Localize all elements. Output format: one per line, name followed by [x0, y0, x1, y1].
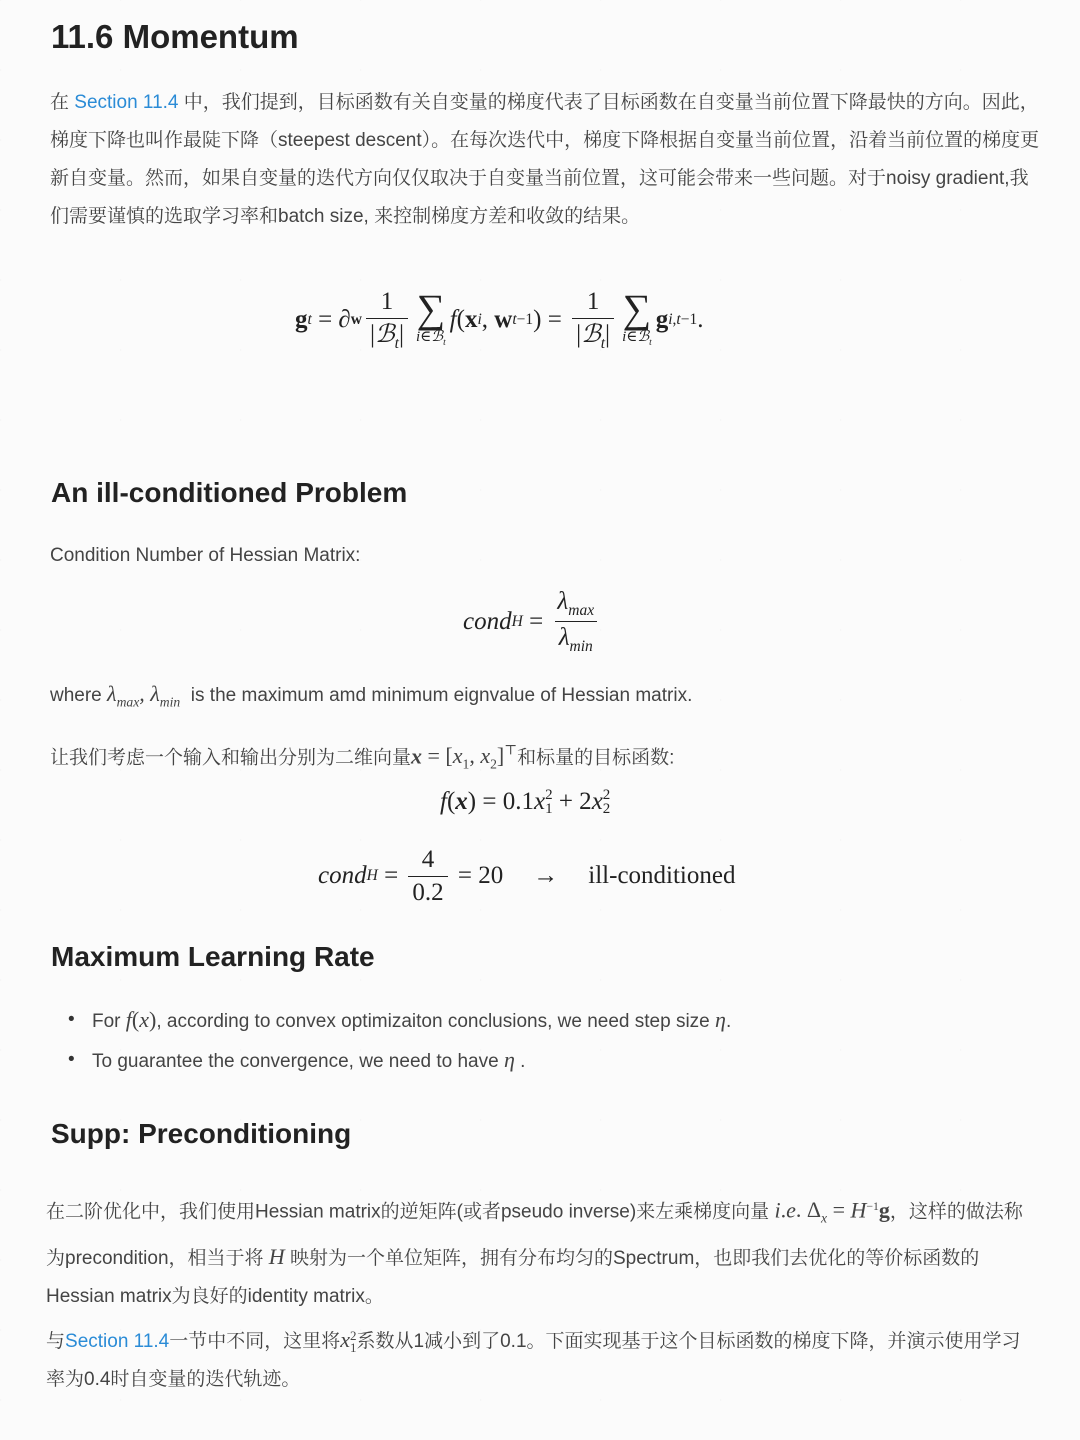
example-result: 20	[478, 862, 504, 889]
list-item: • To guarantee the convergence, we need to have η .	[50, 1041, 1040, 1081]
list-item: • For f(x), according to convex optimizaiton conclusions, we need step size η.	[50, 1001, 1040, 1041]
gradient-descent-paragraph: 与Section 11.4一节中不同，这里将x 2 1 系数从1减小到了0.1。下面实现基于这个目标函数的梯度下降，并演示使用学习率为0.4时自变量的迭代轨迹。	[46, 1327, 1021, 1390]
ill-conditioned-label: ill-conditioned	[588, 862, 736, 889]
section-heading-preconditioning: Supp: Preconditioning	[51, 1118, 352, 1149]
objective-intro-text: 让我们考虑一个输入和输出分别为二维向量$x = [x_1$, $x_2]^⊤$和标量的目标函数:	[50, 743, 675, 772]
example-denominator: 0.2	[408, 876, 447, 907]
page-title: 11.6 Momentum	[51, 18, 299, 55]
example-numerator: 4	[421, 846, 435, 873]
condition-example-equation: cond H = $\frac{4}{0.2}$ = 20 → ill-conditioned	[318, 846, 736, 906]
section-link-2[interactable]: Section 11.4	[65, 1331, 170, 1352]
gradient-equation: g t = ∂ w $\frac{1}{|ℬ_t|}$ ∑ i∈ℬ$_t$ f ( x i , w t−1 ) = $\frac{1}{|ℬ_t|}$ ∑ i∈ℬ$_t$ g i,t−1 .	[295, 285, 704, 352]
learning-rate-list	[50, 1001, 1040, 1081]
section-link[interactable]: Section 11.4	[74, 92, 179, 113]
intro-paragraph	[50, 84, 1040, 236]
condition-number-label: Condition Number of Hessian Matrix:	[50, 545, 361, 566]
intro-text-pre: 在	[50, 92, 75, 113]
intro-text-post: 中，我们提到，目标函数有关自变量的梯度代表了目标函数在自变量当前位置下降最快的方向。因此，梯度下降也叫作最陡下降（steepest descent）。在每次迭代中，梯度下降根据自变量当前位置，沿着当前位置的梯度更新自变量。然而，如果自变量的迭代方向仅仅取决于自变量当前位置，这可能会带来一些问题。对于noisy gradient,我们需要谨慎的选取学习率和batch size, 来控制梯度方差和收敛的结果。	[50, 92, 1040, 227]
preconditioning-paragraph: 在二阶优化中，我们使用Hessian matrix的逆矩阵(或者pseudo inverse)来左乘梯度向量 i.e. $\Delta_x = H^{-1}g$，这样的做法称为precondition，相当于将 H 映射为一个单位矩阵，拥有分布均匀的Spectrum，也即我们去优化的等价标函数的Hessian matrix为良好的identity matrix。	[46, 1197, 1023, 1307]
condition-number-equation: cond H = $\frac{\lambda_{max}}{\lambda_{min}}$	[463, 588, 602, 655]
section-heading-ill-conditioned: An ill-conditioned Problem	[51, 477, 408, 508]
section-heading-max-learning-rate: Maximum Learning Rate	[51, 941, 375, 972]
where-text: where $\lambda_{max}$, $\lambda_{min}$ is the maximum amd minimum eignvalue of Hessian matrix.	[50, 681, 693, 710]
objective-function-equation: f ( x ) = 0.1 x 2 1 + 2 x 2 2	[440, 787, 611, 817]
